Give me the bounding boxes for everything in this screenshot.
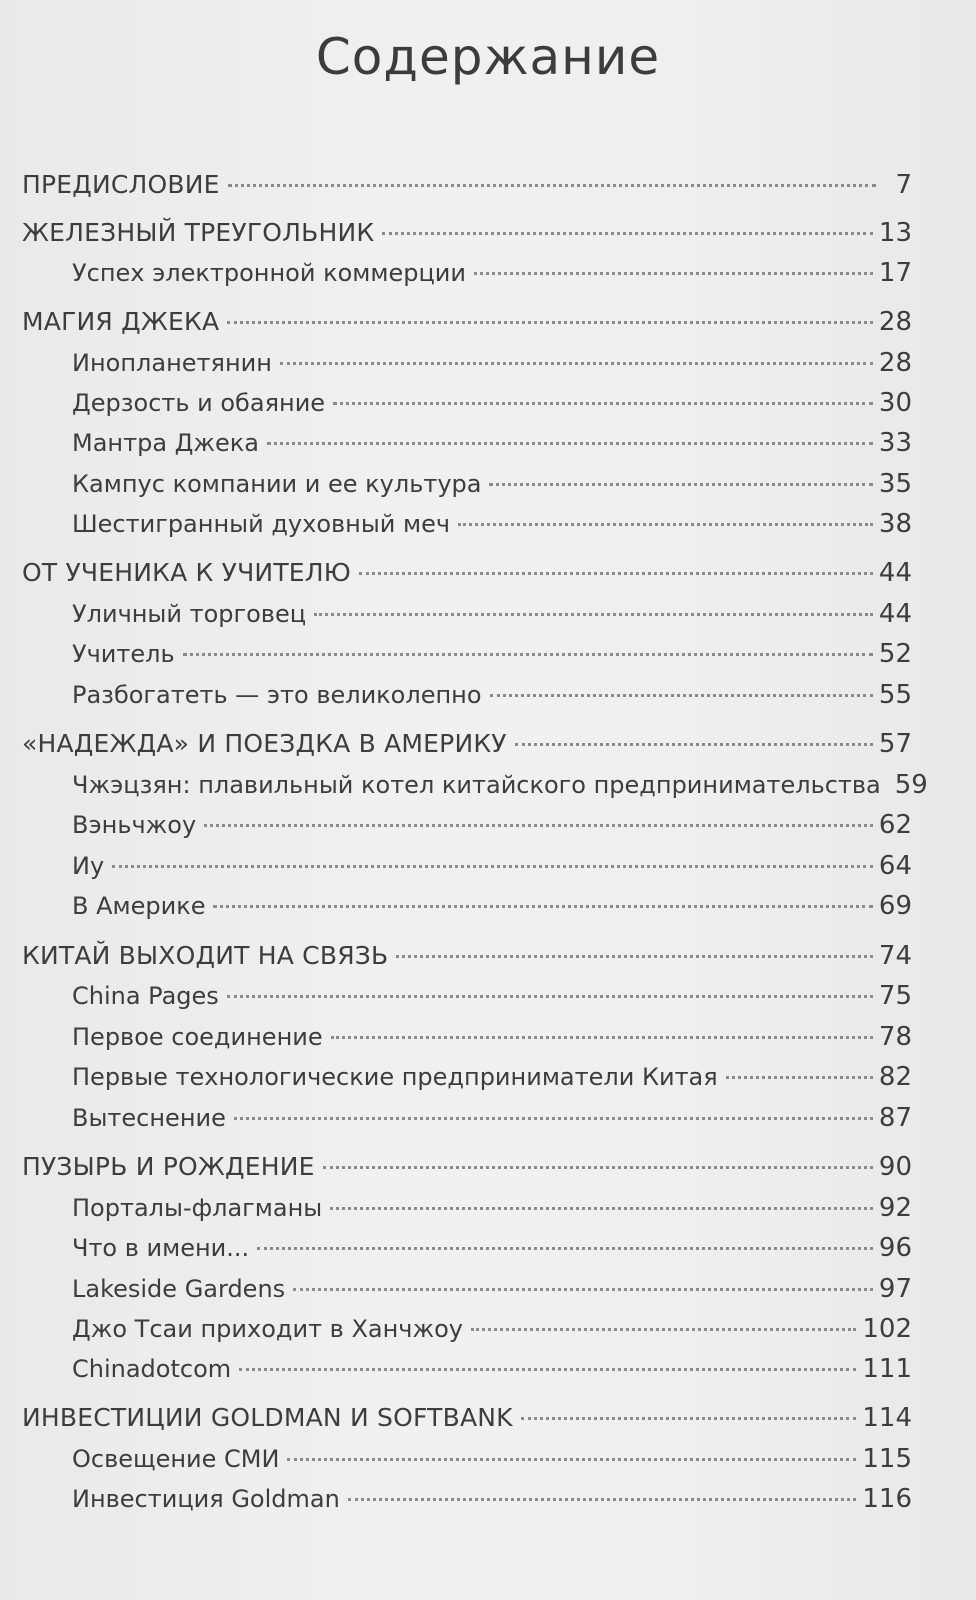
toc-page-number: 87	[878, 1103, 912, 1133]
toc-section-entry	[72, 1099, 912, 1137]
dot-leader	[280, 362, 873, 365]
toc-section-entry	[72, 806, 912, 844]
dot-leader	[396, 955, 873, 958]
dot-leader	[489, 483, 872, 486]
toc-entry-title: Lakeside Gardens	[72, 1275, 286, 1303]
toc-page-number: 44	[878, 558, 912, 588]
dot-leader	[348, 1498, 857, 1501]
dot-leader	[213, 905, 872, 908]
toc-section-entry	[72, 887, 912, 925]
toc-section-entry	[72, 1350, 912, 1388]
toc-entry-title: Джо Тсаи приходит в Ханчжоу	[72, 1315, 463, 1343]
toc-entry-title: Разбогатеть — это великолепно	[72, 681, 482, 709]
dot-leader	[359, 572, 873, 575]
dot-leader	[382, 232, 873, 235]
toc-section-entry	[72, 384, 912, 422]
dot-leader	[515, 743, 873, 746]
toc-page-number: 55	[878, 680, 912, 710]
toc-entry-title: Первое соединение	[72, 1023, 323, 1051]
toc-entry-title: Вэньчжоу	[72, 811, 197, 839]
toc-page-number: 13	[878, 218, 912, 248]
toc-entry-title: ОТ УЧЕНИКА К УЧИТЕЛЮ	[22, 558, 351, 587]
toc-page-number: 78	[878, 1022, 912, 1052]
toc-entry-title: Что в имени...	[72, 1234, 250, 1262]
toc-section-entry	[72, 595, 912, 633]
toc-entry-title: МАГИЯ ДЖЕКА	[22, 307, 220, 336]
toc-entry-title: Инопланетянин	[72, 349, 272, 377]
toc-entry-title: ПРЕДИСЛОВИЕ	[22, 170, 220, 199]
toc-section-entry	[72, 635, 912, 673]
toc-page-number: 44	[878, 599, 912, 629]
dot-leader	[458, 523, 873, 526]
dot-leader	[330, 1207, 873, 1210]
toc-entry-title: Порталы-флагманы	[72, 1194, 323, 1222]
toc-chapter-entry	[22, 303, 912, 341]
dot-leader	[474, 272, 873, 275]
toc-page-number: 7	[895, 170, 912, 200]
dot-leader	[227, 321, 873, 324]
toc-section-entry	[72, 254, 912, 292]
toc-page-number: 38	[878, 509, 912, 539]
toc-section-entry	[72, 977, 912, 1015]
toc-section-entry	[72, 505, 912, 543]
toc-page-number: 111	[862, 1354, 912, 1384]
toc-entry-title: Вытеснение	[72, 1104, 226, 1132]
toc-entry-title: Chinadotcom	[72, 1355, 232, 1383]
toc-section-entry	[72, 344, 912, 382]
toc-section-entry	[72, 1440, 912, 1478]
toc-entry-title: Мантра Джека	[72, 429, 259, 457]
toc-page-number: 28	[878, 348, 912, 378]
toc-entry-title: ИНВЕСТИЦИИ GOLDMAN И SOFTBANK	[22, 1403, 513, 1432]
toc-chapter-entry	[22, 1148, 912, 1186]
dot-leader	[112, 865, 873, 868]
dot-leader	[331, 1036, 873, 1039]
dot-leader	[293, 1288, 873, 1291]
toc-page-number: 114	[862, 1403, 912, 1433]
toc-entry-title: ПУЗЫРЬ И РОЖДЕНИЕ	[22, 1152, 315, 1181]
page-title: Содержание	[315, 28, 661, 86]
toc-page-number: 30	[878, 388, 912, 418]
toc-section-entry	[72, 1189, 912, 1227]
toc-chapter-entry	[22, 1399, 912, 1437]
toc-chapter-entry	[22, 166, 912, 204]
toc-entry-title: China Pages	[72, 982, 219, 1010]
dot-leader	[287, 1458, 856, 1461]
toc-page-number: 74	[878, 941, 912, 971]
toc-section-entry	[72, 424, 912, 462]
toc-entry-title: Иу	[72, 852, 105, 880]
toc-section-entry	[72, 1270, 912, 1308]
toc-entry-title: Первые технологические предприниматели Китая	[72, 1063, 718, 1091]
toc-page-number: 59	[894, 770, 928, 800]
toc-section-entry	[72, 1229, 912, 1267]
toc-page-number: 115	[862, 1444, 912, 1474]
toc-entry-title: Освещение СМИ	[72, 1445, 280, 1473]
toc-chapter-entry	[22, 937, 912, 975]
toc-page-number: 97	[878, 1274, 912, 1304]
toc-entry-title: В Америке	[72, 892, 206, 920]
dot-leader	[471, 1328, 856, 1331]
toc-page-number: 57	[878, 729, 912, 759]
dot-leader	[228, 184, 876, 187]
toc-page-number: 102	[862, 1314, 912, 1344]
dot-leader	[183, 653, 873, 656]
toc-page-number: 62	[878, 810, 912, 840]
dot-leader	[490, 694, 873, 697]
toc-section-entry	[72, 1058, 912, 1096]
toc-section-entry	[72, 847, 912, 885]
toc-section-entry	[72, 766, 928, 804]
toc-page-number: 96	[878, 1233, 912, 1263]
toc-entry-title: Чжэцзян: плавильный котел китайского предпринимательства	[72, 771, 881, 799]
toc-entry-title: Успех электронной коммерции	[72, 259, 466, 287]
toc-page-number: 35	[878, 469, 912, 499]
toc-entry-title: Шестигранный духовный меч	[72, 510, 451, 538]
toc-page-number: 69	[878, 891, 912, 921]
toc-chapter-entry	[22, 725, 912, 763]
toc-page-number: 52	[878, 639, 912, 669]
toc-section-entry	[72, 1310, 912, 1348]
toc-page-number: 64	[878, 851, 912, 881]
toc-entry-title: Инвестиция Goldman	[72, 1485, 340, 1513]
toc-page-number: 92	[878, 1193, 912, 1223]
toc-section-entry	[72, 465, 912, 503]
dot-leader	[726, 1076, 873, 1079]
toc-chapter-entry	[22, 214, 912, 252]
toc-entry-title: Кампус компании и ее культура	[72, 470, 482, 498]
toc-page-number: 28	[878, 307, 912, 337]
toc-page-number: 90	[878, 1152, 912, 1182]
dot-leader	[267, 442, 873, 445]
dot-leader	[323, 1166, 873, 1169]
toc-page-number: 82	[878, 1062, 912, 1092]
dot-leader	[333, 402, 873, 405]
dot-leader	[204, 824, 873, 827]
toc-page-number: 116	[862, 1484, 912, 1514]
toc-entry-title: Учитель	[72, 640, 175, 668]
dot-leader	[234, 1117, 873, 1120]
toc-section-entry	[72, 676, 912, 714]
dot-leader	[521, 1417, 857, 1420]
toc-entry-title: ЖЕЛЕЗНЫЙ ТРЕУГОЛЬНИК	[22, 218, 375, 247]
toc-page-number: 75	[878, 981, 912, 1011]
toc-entry-title: Уличный торговец	[72, 600, 307, 628]
toc-page-number: 17	[878, 258, 912, 288]
toc-section-entry	[72, 1480, 912, 1518]
toc-entry-title: Дерзость и обаяние	[72, 389, 326, 417]
toc-entry-title: КИТАЙ ВЫХОДИТ НА СВЯЗЬ	[22, 941, 389, 970]
toc-chapter-entry	[22, 554, 912, 592]
dot-leader	[239, 1368, 856, 1371]
dot-leader	[257, 1247, 873, 1250]
toc-page-number: 33	[878, 428, 912, 458]
toc-section-entry	[72, 1018, 912, 1056]
toc-entry-title: «НАДЕЖДА» И ПОЕЗДКА В АМЕРИКУ	[22, 729, 507, 758]
dot-leader	[314, 613, 873, 616]
dot-leader	[227, 995, 873, 998]
